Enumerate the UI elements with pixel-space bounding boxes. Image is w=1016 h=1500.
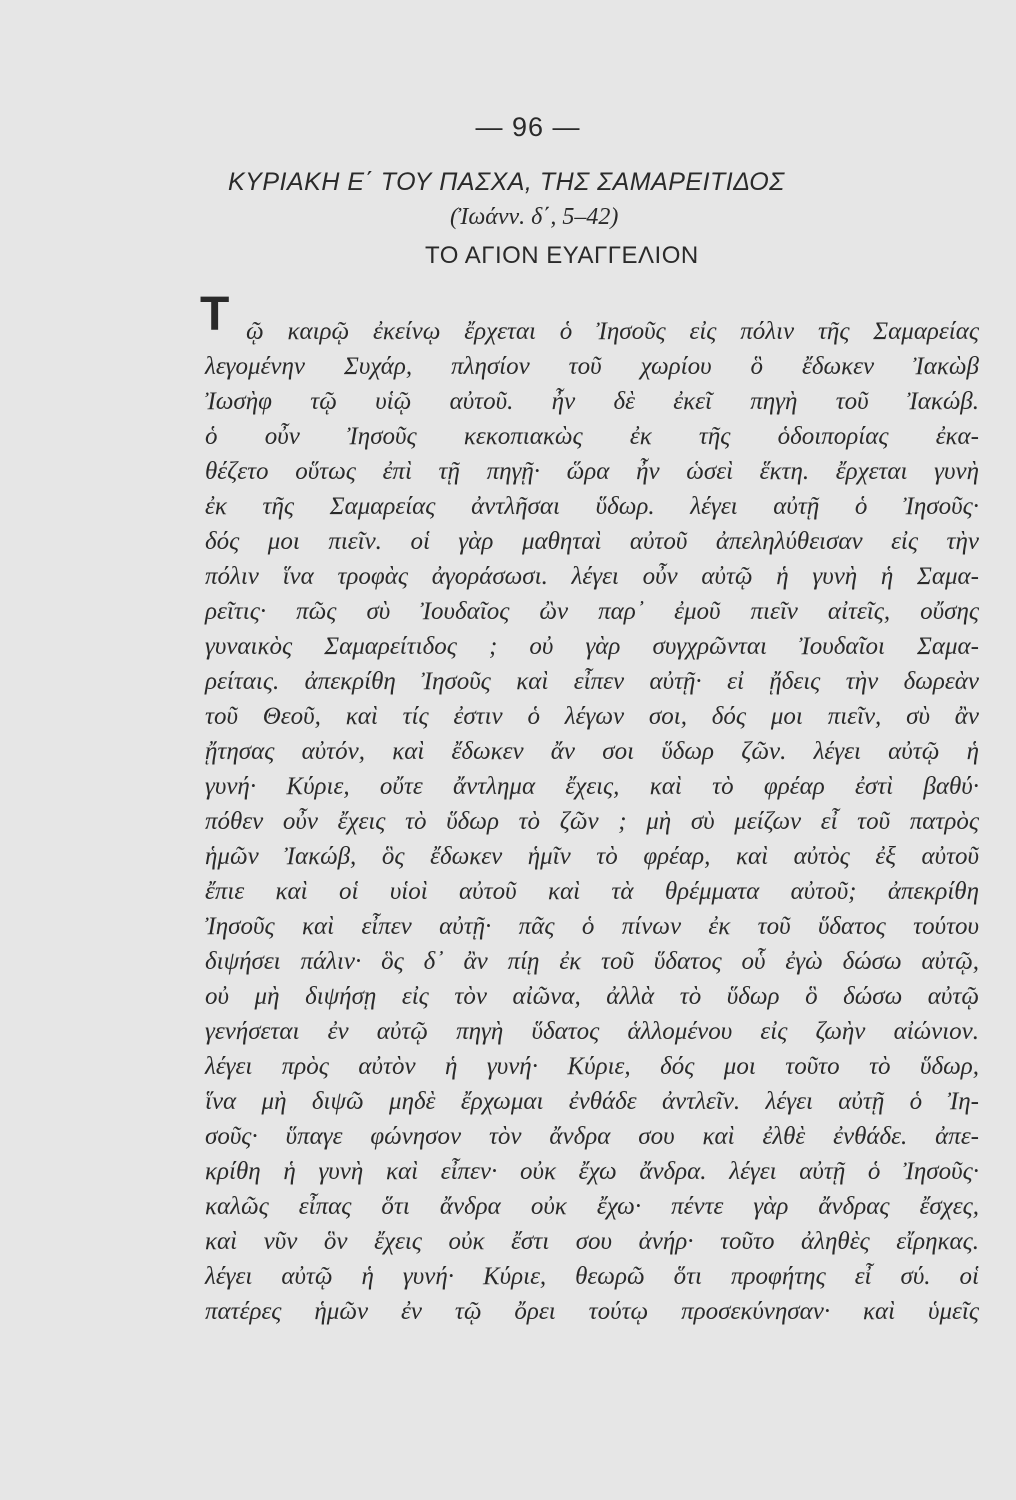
text-line: καλῶς εἶπας ὅτι ἄνδρα οὐκ ἔχω· πέντε γὰρ ἄνδρας ἔσχες, bbox=[205, 1193, 979, 1220]
text-line: πόλιν ἵνα τροφὰς ἀγοράσωσι. λέγει οὖν αὐτῷ ἡ γυνὴ ἡ Σαμα- bbox=[205, 563, 979, 590]
text-line: γυναικὸς Σαμαρείτιδος ; οὐ γὰρ συγχρῶνται Ἰουδαῖοι Σαμα- bbox=[205, 633, 979, 660]
text-line: διψήσει πάλιν· ὃς δ᾽ ἂν πίῃ ἐκ τοῦ ὕδατος οὗ ἐγὼ δώσω αὐτῷ, bbox=[205, 948, 979, 975]
text-line: ῷ καιρῷ ἐκείνῳ ἔρχεται ὁ Ἰησοῦς εἰς πόλιν τῆς Σαμαρείας bbox=[246, 318, 979, 345]
text-line: πατέρες ἡμῶν ἐν τῷ ὄρει τούτῳ προσεκύνησαν· καὶ ὑμεῖς bbox=[205, 1298, 979, 1325]
text-line: ᾔτησας αὐτόν, καὶ ἔδωκεν ἄν σοι ὕδωρ ζῶν. λέγει αὐτῷ ἡ bbox=[205, 738, 979, 765]
text-line: πόθεν οὖν ἔχεις τὸ ὕδωρ τὸ ζῶν ; μὴ σὺ μείζων εἶ τοῦ πατρὸς bbox=[205, 808, 979, 835]
text-line: ἔπιε καὶ οἱ υἱοὶ αὐτοῦ καὶ τὰ θρέμματα αὐτοῦ; ἀπεκρίθη bbox=[205, 878, 979, 905]
text-line: ρεῖτις· πῶς σὺ Ἰουδαῖος ὢν παρ᾽ ἐμοῦ πιεῖν αἰτεῖς, οὔσης bbox=[205, 598, 979, 625]
text-line: ὁ οὖν Ἰησοῦς κεκοπιακὼς ἐκ τῆς ὁδοιπορίας ἐκα- bbox=[205, 423, 979, 450]
text-line: ἵνα μὴ διψῶ μηδὲ ἔρχωμαι ἐνθάδε ἀντλεῖν. λέγει αὐτῇ ὁ Ἰη- bbox=[205, 1088, 979, 1115]
text-line: δός μοι πιεῖν. οἱ γὰρ μαθηταὶ αὐτοῦ ἀπεληλύθεισαν εἰς τὴν bbox=[205, 528, 979, 555]
text-line: ἡμῶν Ἰακώβ, ὃς ἔδωκεν ἡμῖν τὸ φρέαρ, καὶ αὐτὸς ἐξ αὐτοῦ bbox=[205, 843, 979, 870]
section-subtitle: ΤΟ ΑΓΙΟΝ ΕΥΑΓΓΕΛΙΟΝ bbox=[425, 242, 699, 269]
text-line: σοῦς· ὕπαγε φώνησον τὸν ἄνδρα σου καὶ ἐλθὲ ἐνθάδε. ἀπε- bbox=[205, 1123, 979, 1150]
text-line: κρίθη ἡ γυνὴ καὶ εἶπεν· οὐκ ἔχω ἄνδρα. λέγει αὐτῇ ὁ Ἰησοῦς· bbox=[205, 1158, 979, 1185]
text-line: θέζετο οὕτως ἐπὶ τῇ πηγῇ· ὥρα ἦν ὡσεὶ ἕκτη. ἔρχεται γυνὴ bbox=[205, 458, 979, 485]
text-line: ρείταις. ἀπεκρίθη Ἰησοῦς καὶ εἶπεν αὐτῇ· εἰ ᾔδεις τὴν δωρεὰν bbox=[205, 668, 979, 695]
text-line: Ἰησοῦς καὶ εἶπεν αὐτῇ· πᾶς ὁ πίνων ἐκ τοῦ ὕδατος τούτου bbox=[205, 913, 979, 940]
page-number: — 96 — bbox=[475, 112, 581, 142]
text-line: λέγει αὐτῷ ἡ γυνή· Κύριε, θεωρῶ ὅτι προφήτης εἶ σύ. οἱ bbox=[205, 1263, 979, 1290]
text-line: γενήσεται ἐν αὐτῷ πηγὴ ὕδατος ἁλλομένου εἰς ζωὴν αἰώνιον. bbox=[205, 1018, 979, 1045]
text-line: Ἰωσὴφ τῷ υἱῷ αὐτοῦ. ἦν δὲ ἐκεῖ πηγὴ τοῦ Ἰακώβ. bbox=[205, 388, 979, 415]
text-line: ἐκ τῆς Σαμαρείας ἀντλῆσαι ὕδωρ. λέγει αὐτῇ ὁ Ἰησοῦς· bbox=[205, 493, 979, 520]
drop-cap: Τ bbox=[200, 288, 230, 341]
text-line: λέγει πρὸς αὐτὸν ἡ γυνή· Κύριε, δός μοι τοῦτο τὸ ὕδωρ, bbox=[205, 1053, 979, 1080]
text-line: τοῦ Θεοῦ, καὶ τίς ἐστιν ὁ λέγων σοι, δός μοι πιεῖν, σὺ ἂν bbox=[205, 703, 979, 730]
text-line: οὐ μὴ διψήσῃ εἰς τὸν αἰῶνα, ἀλλὰ τὸ ὕδωρ ὃ δώσω αὐτῷ bbox=[205, 983, 979, 1010]
scripture-reference: (Ἰωάνν. δ΄, 5–42) bbox=[450, 204, 619, 230]
page-title: ΚΥΡΙΑΚΗ Ε΄ ΤΟΥ ΠΑΣΧΑ, ΤΗΣ ΣΑΜΑΡΕΙΤΙΔΟΣ bbox=[228, 168, 785, 196]
text-line: γυνή· Κύριε, οὔτε ἄντλημα ἔχεις, καὶ τὸ φρέαρ ἐστὶ βαθύ· bbox=[205, 773, 979, 800]
text-line: λεγομένην Συχάρ, πλησίον τοῦ χωρίου ὃ ἔδωκεν Ἰακὼβ bbox=[205, 353, 979, 380]
text-line: καὶ νῦν ὃν ἔχεις οὐκ ἔστι σου ἀνήρ· τοῦτο ἀληθὲς εἴρηκας. bbox=[205, 1228, 979, 1255]
